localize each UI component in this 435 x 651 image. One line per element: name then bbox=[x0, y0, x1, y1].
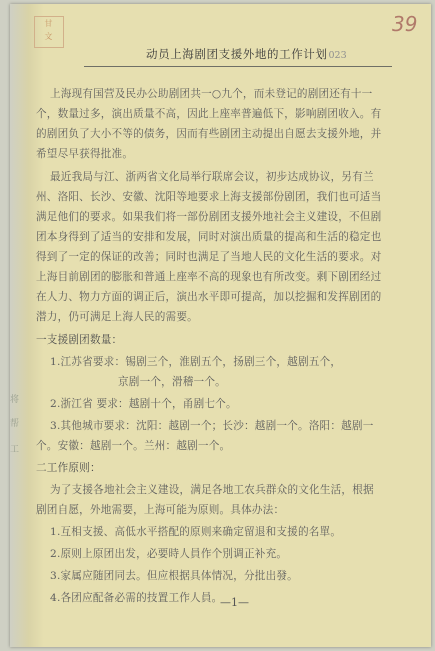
stamp-char-top: 甘 bbox=[44, 19, 54, 28]
document-page bbox=[10, 4, 431, 647]
section-1-item: 2.浙江省 要求：越剧十个，甬剧七个。 bbox=[50, 398, 237, 410]
section-2-item: 3.家属应随团同去。但应根据具体情况，分批出發。 bbox=[50, 570, 298, 582]
paragraph-line: 希望尽早获得批准。 bbox=[36, 148, 134, 160]
margin-char-1: 将 bbox=[10, 395, 20, 405]
section-1-item: 1.江苏省要求：锡剧三个，淮剧五个，扬剧三个，越剧五个， bbox=[50, 356, 342, 368]
section-1-item: 京剧一个，滑稽一个。 bbox=[118, 376, 226, 388]
section-2-item: 1.互相支援、高低水平搭配的原则来确定留退和支援的名單。 bbox=[50, 526, 342, 538]
paragraph-line: 个，数量过多，演出质量不高，因此上座率普遍低下，影响剧团收入。有 bbox=[36, 108, 382, 120]
paragraph-line: 得到了一定的保证的改善；同时也满足了当地人民的文化生活的要求。对 bbox=[36, 251, 382, 263]
page-footer: —1— bbox=[220, 596, 249, 609]
title-code: 023 bbox=[328, 50, 347, 61]
paragraph-line: 上海目前剧团的膨胀和普通上座率不高的现象也有所改变。剩下剧团经过 bbox=[36, 271, 382, 283]
section-2-item: 4.各团应配备必需的技置工作人員。 bbox=[50, 592, 223, 604]
paragraph-line: 最近我局与江、浙两省文化局举行联席会议，初步达成协议，另有兰 bbox=[50, 171, 374, 183]
paragraph-line: 在人力、物力方面的调正后，演出水平即可提高，加以挖掘和发挥剧团的 bbox=[36, 291, 382, 303]
paragraph-line: 的剧团负了大小不等的债务，因而有些剧团主动提出自愿去支援外地，并 bbox=[36, 128, 382, 140]
paragraph-line: 州、洛阳、长沙、安徽、沈阳等地要求上海支援部份剧团，我们也可适当 bbox=[36, 191, 382, 203]
paragraph-line: 潜力，仍可满足上海人民的需要。 bbox=[36, 311, 198, 323]
margin-char-2: 帮 bbox=[10, 419, 20, 429]
page-number: 39 bbox=[392, 12, 418, 36]
paragraph-line: 上海现有国营及民办公助剧团共一○九个，而未登记的剧团还有十一 bbox=[50, 88, 373, 100]
stamp-char-bottom: 文 bbox=[44, 32, 54, 41]
paragraph-line: 团本身得到了适当的安排和发展，同时对演出质量的提高和生活的稳定也 bbox=[36, 231, 382, 243]
paragraph-line: 满足他们的要求。如果我们将一部份剧团支援外地社会主义建设，不但剧 bbox=[36, 211, 382, 223]
document-body bbox=[10, 4, 431, 647]
section-2-intro: 剧团自愿，外地需要，上海可能为原则。具体办法： bbox=[36, 504, 285, 516]
section-1-item: 个。安徽：越剧一个。兰州：越剧一个。 bbox=[36, 440, 231, 452]
section-1-item: 3.其他城市要求：沈阳：越剧一个；长沙：越剧一个。洛阳：越剧一 bbox=[50, 420, 374, 432]
section-2-heading: 二工作原则： bbox=[36, 462, 101, 474]
section-2-intro: 为了支援各地社会主义建设，满足各地工农兵群众的文化生活，根据 bbox=[50, 484, 374, 496]
section-2-item: 2.原则上原团出发，必要時人員作个別调正补充。 bbox=[50, 548, 288, 560]
document-title: 动员上海剧团支援外地的工作计划 bbox=[146, 47, 328, 61]
section-1-heading: 一支援剧团数量： bbox=[36, 334, 123, 346]
margin-char-3: 工 bbox=[10, 445, 20, 455]
